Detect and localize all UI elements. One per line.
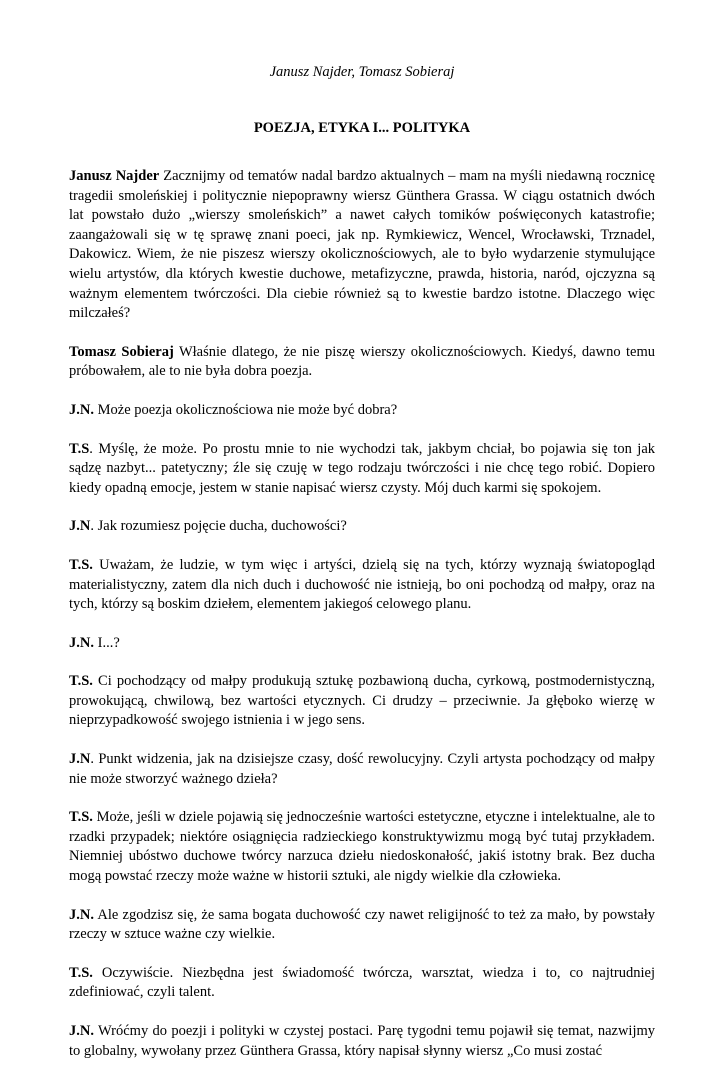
speaker-name: J.N. bbox=[69, 634, 94, 651]
paragraph-text: Wróćmy do poezji i polityki w czystej postaci. Parę tygodni temu pojawił się temat, nazwijmy to globalny, wywołany przez Günthera Grassa, który napisał słynny wiersz „Co musi zostać bbox=[69, 1023, 655, 1059]
speaker-name: J.N bbox=[69, 751, 91, 768]
speaker-name: Janusz Najder bbox=[69, 168, 160, 184]
paragraph bbox=[69, 750, 655, 789]
speaker-name: T.S bbox=[69, 440, 90, 457]
speaker-name: J.N. bbox=[69, 906, 94, 923]
speaker-name: Tomasz Sobieraj bbox=[69, 343, 174, 360]
paragraph bbox=[69, 964, 655, 1003]
speaker-name: J.N. bbox=[69, 1023, 94, 1039]
paragraph bbox=[69, 343, 655, 382]
interview-body bbox=[69, 167, 655, 1080]
paragraph-text: Ale zgodzisz się, że sama bogata duchowość czy nawet religijność to też za mało, by powstały rzeczy w sztuce ważne czy wielkie. bbox=[69, 906, 655, 943]
paragraph bbox=[69, 556, 655, 615]
paragraph bbox=[69, 440, 655, 499]
paragraph bbox=[69, 634, 655, 654]
paragraph-text: Może, jeśli w dziele pojawią się jednocześnie wartości estetyczne, etyczne i intelektualne, ale to rzadki przypadek; niektóre osiągnięcia radzieckiego konstruktywizmu mogą być tutaj przykładem. Niemniej ubóstwo duchowe twórcy narzuca dziełu niedoskonałość, jakiś istotny brak. Bez ducha mogą powstać rzeczy może ważne w historii sztuki, ale nigdy wielkie dla człowieka. bbox=[69, 809, 655, 885]
paragraph-text: Zacznijmy od tematów nadal bardzo aktualnych – mam na myśli niedawną rocznicę tragedii smoleńskiej i politycznie niepoprawny wiersz Günthera Grassa. W ciągu ostatnich dwóch lat powstało dużo „wierszy smoleńskich” a nawet całych tomików poświęconych katastrofie; zaangażowali się w tę sprawę znani poeci, jak np. Rymkiewicz, Wencel, Wrocławski, Trznadel, Dakowicz. Wiem, że nie piszesz wierszy okolicznościowych, ale to było wydarzenie stymulujące wielu artystów, dla których kwestie duchowe, metafizyczne, prawda, historia, naród, ojczyzna są ważnym elementem twórczości. Dla ciebie również są to kwestie bardzo istotne. Dlaczego więc milczałeś? bbox=[69, 168, 655, 322]
paragraph bbox=[69, 167, 655, 324]
paragraph-text: . Punkt widzenia, jak na dzisiejsze czasy, dość rewolucyjny. Czyli artysta pochodzący od małpy nie może stworzyć ważnego dzieła? bbox=[69, 751, 655, 787]
speaker-name: T.S. bbox=[69, 964, 93, 981]
speaker-name: T.S. bbox=[69, 809, 93, 826]
paragraph-text: . Myślę, że może. Po prostu mnie to nie wychodzi tak, jakbym chciał, bo pojawia się ton jak sądzę nazbyt... patetyczny; źle się czuję w tego rodzaju twórczości i nie chcę tego robić. Dopiero kiedy opadną emocje, jestem w stanie napisać wiersz czysty. Mój duch karmi się spokojem. bbox=[69, 440, 655, 496]
paragraph bbox=[69, 517, 655, 537]
paragraph-text: I...? bbox=[93, 634, 120, 651]
paragraph-text: Właśnie dlatego, że nie piszę wierszy okolicznościowych. Kiedyś, dawno temu próbowałem, ale to nie była dobra poezja. bbox=[69, 343, 655, 380]
speaker-name: T.S. bbox=[69, 673, 93, 690]
paragraph-text: . Jak rozumiesz pojęcie ducha, duchowości? bbox=[90, 518, 347, 535]
paragraph-text: Uważam, że ludzie, w tym więc i artyści, dzielą się na tych, którzy wyznają światopogląd materialistyczny, zatem dla nich duch i duchowość nie istnieją, bo oni pochodzą od małpy, oraz na tych, którzy są boskim dziełem, elementem jakiegoś celowego planu. bbox=[69, 556, 655, 613]
paragraph-text: Oczywiście. Niezbędna jest świadomość twórcza, warsztat, wiedza i to, co najtrudniej zdefiniować, czyli talent. bbox=[69, 964, 655, 1001]
document-authors: Janusz Najder, Tomasz Sobieraj bbox=[269, 64, 455, 80]
paragraph bbox=[69, 672, 655, 731]
speaker-name: J.N bbox=[69, 518, 91, 535]
paragraph-text: Ci pochodzący od małpy produkują sztukę pozbawioną ducha, cyrkową, postmodernistyczną, prowokującą, chwilową, bez wartości etycznych. Ci drudzy – przeciwnie. Ja głęboko wierzę w nieprzypadkowość swojego istnienia i w jego sens. bbox=[69, 673, 655, 729]
paragraph bbox=[69, 808, 655, 886]
document-title: POEZJA, ETYKA I... POLITYKA bbox=[253, 120, 471, 136]
speaker-name: J.N. bbox=[69, 401, 94, 418]
paragraph bbox=[69, 906, 655, 945]
paragraph bbox=[69, 401, 655, 421]
paragraph bbox=[69, 1022, 655, 1061]
paragraph-text: Może poezja okolicznościowa nie może być dobra? bbox=[93, 401, 398, 418]
speaker-name: T.S. bbox=[69, 556, 93, 573]
